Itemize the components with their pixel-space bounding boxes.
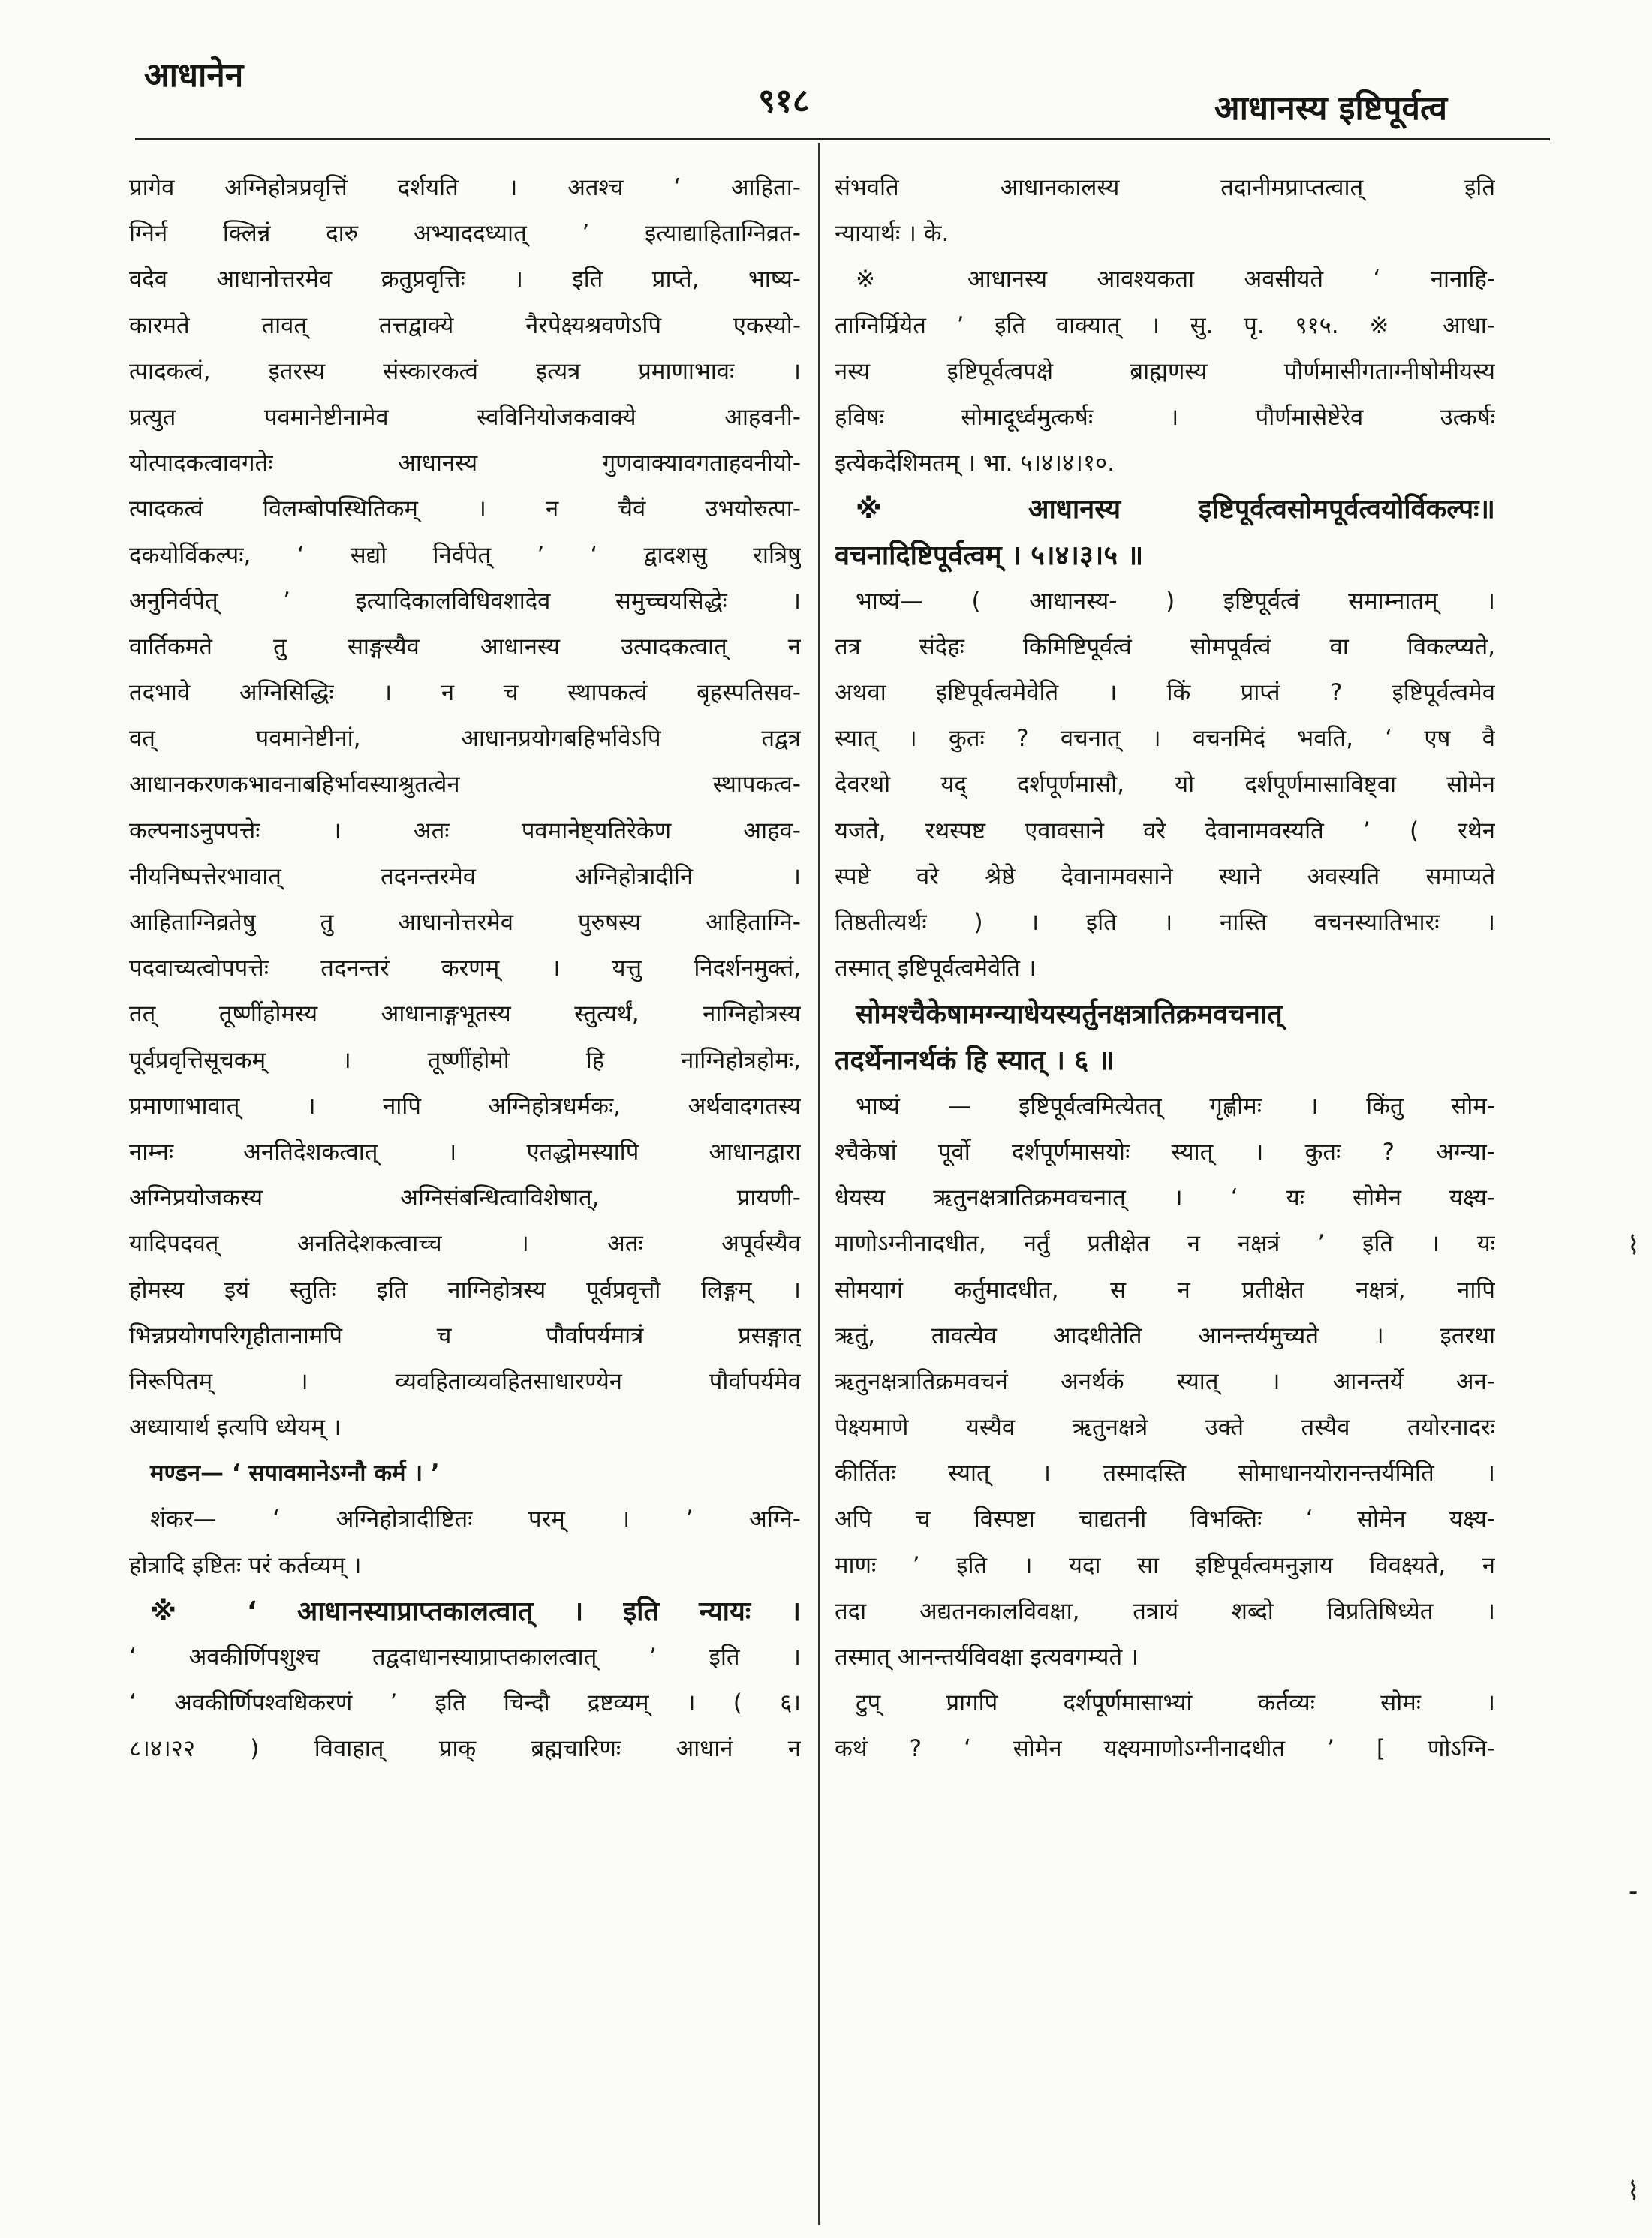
text-line: शंकर— ‘ अग्निहोत्रादीष्टितः परम् । ’ अग्नि- — [150, 1506, 801, 1533]
text-line: वदेव आधानोत्तरमेव क्रतुप्रवृत्तिः । इति प्राप्ते, भाष्य- — [129, 266, 801, 293]
text-line: भाष्यं — इष्टिपूर्वत्वमित्येतत् गृह्णीमः । किंतु सोम- — [856, 1092, 1495, 1120]
column-divider — [818, 143, 820, 2225]
text-line: प्रत्युत पवमानेष्टीनामेव स्वविनियोजकवाक्ये आहवनी- — [129, 403, 801, 431]
text-line: यादिपदवत् अनतिदेशकत्वाच्च । अतः अपूर्वस्यैव — [129, 1230, 801, 1258]
text-line: यजते, रथस्पष्ट एवावसाने वरे देवानामवस्यति ’ ( रथेन — [835, 817, 1495, 844]
text-line: हविषः सोमादूर्ध्वमुत्कर्षः । पौर्णमासेष्टेरेव उत्कर्षः — [835, 403, 1495, 431]
text-line: ‘ अवकीर्णिपश्वधिकरणं ’ इति चिन्दौ द्रष्टव्यम् । ( ६। — [129, 1689, 801, 1717]
text-line: भिन्नप्रयोगपरिगृहीतानामपि च पौर्वापर्यमात्रं प्रसङ्गात् — [129, 1322, 801, 1349]
text-line: अग्निप्रयोजकस्य अग्निसंबन्धित्वाविशेषात्, प्रायणी- — [129, 1184, 801, 1212]
page-number: ९१८ — [758, 82, 810, 120]
text-line: देवरथो यद् दर्शपूर्णमासौ, यो दर्शपूर्णमासाविष्ट्वा सोमेन — [835, 771, 1495, 799]
text-line: स्पष्टे वरे श्रेष्ठे देवानामवसाने स्थाने अवस्यति समाप्यते — [835, 862, 1495, 890]
text-line: ८।४।२२ ) विवाहात् प्राक् ब्रह्मचारिणः आधानं न — [129, 1735, 801, 1763]
text-line: ※ ‘ आधानस्याप्राप्तकालत्वात् । इति न्यायः । — [150, 1596, 801, 1627]
text-line: आहिताग्निव्रतेषु तु आधानोत्तरमेव पुरुषस्य आहिताग्नि- — [129, 909, 801, 936]
text-line: प्रागेव अग्निहोत्रप्रवृत्तिं दर्शयति । अतश्च ‘ आहिता- — [129, 174, 801, 201]
margin-mark: ⌇ — [1627, 2176, 1640, 2206]
text-line: न्यायार्थः । के. — [835, 220, 949, 248]
text-line: आधानकरणकभावनाबहिर्भावस्याश्रुतत्वेन स्थापकत्व- — [129, 771, 801, 799]
text-line: वत् पवमानेष्टीनां, आधानप्रयोगबहिर्भावेऽपि तद्वत्र — [129, 725, 801, 753]
text-line: कल्पनाऽनुपपत्तेः । अतः पवमानेष्ट्यतिरेकेण आहव- — [129, 817, 801, 844]
text-line: कथं ? ‘ सोमेन यक्ष्यमाणोऽग्नीनादधीत ’ [ णोऽग्नि- — [835, 1735, 1495, 1763]
text-line: तस्मात् इष्टिपूर्वत्वमेवेति । — [835, 955, 1037, 982]
right-column — [835, 165, 1495, 1773]
text-line: माणः ’ इति । यदा सा इष्टिपूर्वत्वमनुज्ञाय विवक्ष्यते, न — [835, 1551, 1495, 1579]
text-line: मण्डन— ‘ सपावमानेऽग्नौ कर्म । ’ — [150, 1460, 440, 1487]
text-line: अनुनिर्वपेत् ’ इत्यादिकालविधिवशादेव समुच्चयसिद्धेः । — [129, 587, 801, 615]
text-line: श्चैकेषां पूर्वो दर्शपूर्णमासयोः स्यात् । कुतः ? अग्न्या- — [835, 1138, 1495, 1166]
text-line: माणोऽग्नीनादधीत, नर्तुं प्रतीक्षेत न नक्षत्रं ’ इति । यः — [835, 1230, 1495, 1258]
text-line: संभवति आधानकालस्य तदानीमप्राप्तत्वात् इति — [835, 174, 1495, 201]
text-line: वचनादिष्टिपूर्वत्वम् । ५।४।३।५ ॥ — [835, 540, 1144, 571]
text-line: त्पादकत्वं विलम्बोपस्थितिकम् । न चैवं उभयोरुत्पा- — [129, 495, 801, 523]
text-line: ‘ अवकीर्णिपशुश्च तद्वदाधानस्याप्राप्तकालत्वात् ’ इति । — [129, 1644, 801, 1671]
text-line: त्पादकत्वं, इतरस्य संस्कारकत्वं इत्यत्र प्रमाणाभावः । — [129, 357, 801, 385]
text-line: सोमयागं कर्तुमादधीत, स न प्रतीक्षेत नक्षत्रं, नापि — [835, 1276, 1495, 1304]
text-line: पूर्वप्रवृत्तिसूचकम् । तूष्णींहोमो हि नाग्निहोत्रहोमः, — [129, 1046, 801, 1074]
text-line: प्रमाणाभावात् । नापि अग्निहोत्रधर्मकः, अर्थवादगतस्य — [129, 1092, 801, 1120]
text-line: सोमश्चैकेषामग्न्याधेयस्यर्तुनक्षत्रातिक्रमवचनात् — [856, 999, 1283, 1030]
text-line: नीयनिष्पत्तेरभावात् तदनन्तरमेव अग्निहोत्रादीनि । — [129, 862, 801, 890]
text-line: योत्पादकत्वावगतेः आधानस्य गुणवाक्यावगताहवनीयो- — [129, 450, 801, 477]
text-line: होत्रादि इष्टितः परं कर्तव्यम् । — [129, 1551, 362, 1579]
text-line: तत्र संदेहः किमिष्टिपूर्वत्वं सोमपूर्वत्वं वा विकल्प्यते, — [835, 633, 1495, 660]
text-line: ग्निर्न क्लिन्नं दारु अभ्याददध्यात् ’ इत्याद्याहिताग्निव्रत- — [129, 220, 801, 248]
header-rule — [135, 138, 1550, 140]
margin-mark: - — [1629, 1876, 1638, 1906]
text-line: भाष्यं— ( आधानस्य- ) इष्टिपूर्वत्वं समाम्नातम् । — [856, 587, 1495, 615]
text-line: नस्य इष्टिपूर्वत्वपक्षे ब्राह्मणस्य पौर्णमासीगताग्नीषोमीयस्य — [835, 357, 1495, 385]
text-line: तदा अद्यतनकालविवक्षा, तत्रायं शब्दो विप्रतिषिध्येत । — [835, 1597, 1495, 1625]
text-line: कारमते तावत् तत्तद्वाक्ये नैरपेक्ष्यश्रवणेऽपि एकस्यो- — [129, 311, 801, 339]
text-line: तदभावे अग्निसिद्धिः । न च स्थापकत्वं बृहस्पतिसव- — [129, 679, 801, 707]
text-line: ताग्निर्म्रियेत ’ इति वाक्यात् । सु. पृ. ९१५. ※ आधा- — [835, 311, 1495, 339]
text-line: होमस्य इयं स्तुतिः इति नाग्निहोत्रस्य पूर्वप्रवृत्तौ लिङ्गम् । — [129, 1276, 801, 1304]
margin-mark: ⌇ — [1627, 1231, 1640, 1261]
text-line: इत्येकदेशिमतम् । भा. ५।४।४।१०. — [835, 450, 1115, 477]
text-line: ※ आधानस्य इष्टिपूर्वत्वसोमपूर्वत्वयोर्विकल्पः॥ — [856, 494, 1495, 525]
text-line: नाम्नः अनतिदेशकत्वात् । एतद्धोमस्यापि आधानद्वारा — [129, 1138, 801, 1166]
text-line: पदवाच्यत्वोपपत्तेः तदनन्तरं करणम् । यत्तु निदर्शनमुक्तं, — [129, 955, 801, 982]
text-line: दकयोर्विकल्पः, ‘ सद्यो निर्वपेत् ’ ‘ द्वादशसु रात्रिषु — [129, 541, 801, 569]
left-column — [129, 165, 801, 1773]
text-line: तत् तूष्णींहोमस्य आधानाङ्गभूतस्य स्तुत्यर्थं, नाग्निहोत्रस्य — [129, 1000, 801, 1028]
running-head-right: आधानस्य इष्टिपूर्वत्व — [1214, 89, 1448, 128]
text-line: निरूपितम् । व्यवहिताव्यवहितसाधारण्येन पौर्वापर्यमेव — [129, 1367, 801, 1395]
text-line: तदर्थेनानर्थकं हि स्यात् । ६ ॥ — [835, 1045, 1115, 1076]
text-line: अथवा इष्टिपूर्वत्वमेवेति । किं प्राप्तं ? इष्टिपूर्वत्वमेव — [835, 679, 1495, 707]
text-line: ※ आधानस्य आवश्यकता अवसीयते ‘ नानाहि- — [856, 266, 1495, 293]
text-line: वार्तिकमते तु साङ्गस्यैव आधानस्य उत्पादकत्वात् न — [129, 633, 801, 660]
text-line: तस्मात् आनन्तर्यविवक्षा इत्यवगम्यते । — [835, 1644, 1139, 1671]
running-head-left: आधानेन — [144, 56, 244, 95]
text-line: ऋतुनक्षत्रातिक्रमवचनं अनर्थकं स्यात् । आनन्तर्ये अन- — [835, 1367, 1495, 1395]
text-line: पेक्ष्यमाणे यस्यैव ऋतुनक्षत्रे उक्ते तस्यैव तयोरनादरः — [835, 1414, 1495, 1442]
text-line: कीर्तितः स्यात् । तस्मादस्ति सोमाधानयोरानन्तर्यमिति । — [835, 1460, 1495, 1487]
text-line: धेयस्य ऋतुनक्षत्रातिक्रमवचनात् । ‘ यः सोमेन यक्ष्य- — [835, 1184, 1495, 1212]
text-line: टुप् प्रागपि दर्शपूर्णमासाभ्यां कर्तव्यः सोमः । — [856, 1689, 1495, 1717]
text-line: अपि च विस्पष्टा चाद्यतनी विभक्तिः ‘ सोमेन यक्ष्य- — [835, 1506, 1495, 1533]
text-line: तिष्ठतीत्यर्थः ) । इति । नास्ति वचनस्यातिभारः । — [835, 909, 1495, 936]
text-line: स्यात् । कुतः ? वचनात् । वचनमिदं भवति, ‘ एष वै — [835, 725, 1495, 753]
text-line: अध्यायार्थ इत्यपि ध्येयम् । — [129, 1414, 342, 1442]
text-line: ऋतुं, तावत्येव आदधीतेति आनन्तर्यमुच्यते । इतरथा — [835, 1322, 1495, 1349]
